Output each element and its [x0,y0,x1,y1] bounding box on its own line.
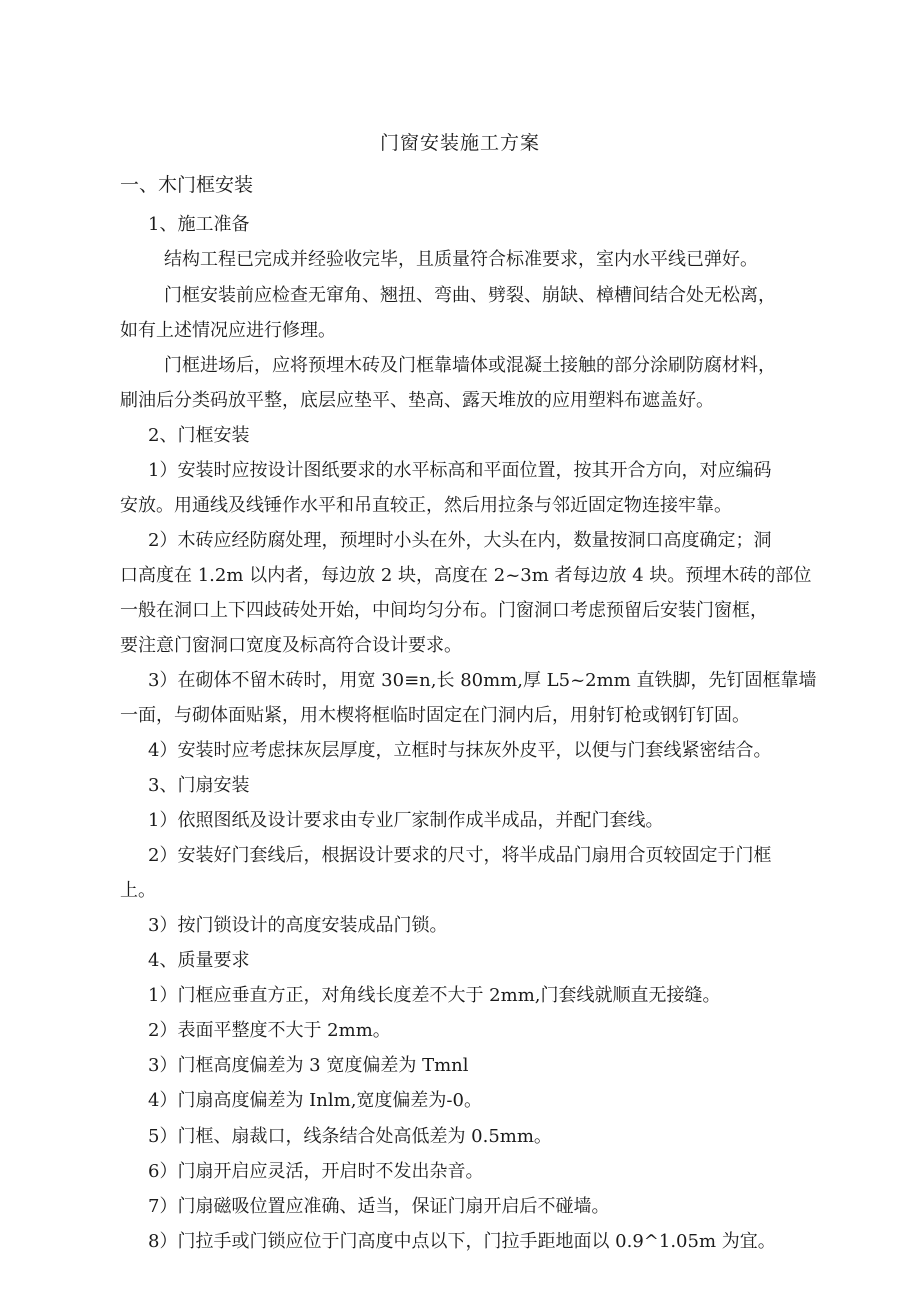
list-item-line: 安放。用通线及线锤作水平和吊直较正，然后用拉条与邻近固定物连接牢靠。 [120,495,732,516]
list-item-line: 7）门扇磁吸位置应准确、适当，保证门扇开启后不碰墙。 [148,1196,610,1217]
list-item-line: 3）门框高度偏差为 3 宽度偏差为 Tmnl [148,1055,469,1076]
list-item-line: 4）安装时应考虑抹灰层厚度，立框时与抹灰外皮平，以便与门套线紧密结合。 [148,740,772,761]
paragraph-line: 门框进场后，应将预埋木砖及门框靠墙体或混凝土接触的部分涂刷防腐材料， [164,355,776,376]
list-item-line: 2）表面平整度不大于 2mm。 [148,1020,391,1041]
subheading-leaf-install: 3、门扇安装 [148,775,250,796]
list-item-line: 5）门框、扇裁口，线条结合处高低差为 0.5mm。 [148,1126,552,1147]
subheading-frame-install: 2、门框安装 [148,425,250,446]
list-item-line: 1）依照图纸及设计要求由专业厂家制作成半成品，并配门套线。 [148,810,664,831]
list-item-line: 2）木砖应经防腐处理，预埋时小头在外，大头在内，数量按洞口高度确定；洞 [148,530,772,551]
list-item-line: 1）安装时应按设计图纸要求的水平标高和平面位置，按其开合方向，对应编码 [148,460,772,481]
list-item-line: 3）在砌体不留木砖时，用宽 30≡n,长 80mm,厚 L5~2mm 直铁脚，先钉固框靠墙 [148,670,817,691]
list-item-line: 一般在洞口上下四歧砖处开始，中间均匀分布。门窗洞口考虑预留后安装门窗框， [120,600,768,621]
list-item-line: 上。 [120,880,156,901]
subheading-quality: 4、质量要求 [148,950,250,971]
list-item-line: 1）门框应垂直方正，对角线长度差不大于 2mm,门套线就顺直无接缝。 [148,985,721,1006]
subheading-preparation: 1、施工准备 [148,214,250,235]
list-item-line: 3）按门锁设计的高度安装成品门锁。 [148,915,448,936]
list-item-line: 2）安装好门套线后，根据设计要求的尺寸，将半成品门扇用合页较固定于门框 [148,845,772,866]
list-item-line: 一面，与砌体面贴紧，用木楔将框临时固定在门洞内后，用射钉枪或钢钉钉固。 [120,705,750,726]
list-item-line: 4）门扇高度偏差为 Inlm,宽度偏差为-0。 [148,1090,482,1111]
section-heading-wood-frame: 一、木门框安装 [120,174,254,196]
paragraph-line: 刷油后分类码放平整，底层应垫平、垫高、露天堆放的应用塑料布遮盖好。 [120,390,714,411]
paragraph-line: 门框安装前应检查无窜角、翘扭、弯曲、劈裂、崩缺、樟槽间结合处无松离， [164,285,776,306]
document-title: 门窗安装施工方案 [379,132,540,154]
list-item-line: 8）门拉手或门锁应位于门高度中点以下，门拉手距地面以 0.9^1.05m 为宜。 [148,1231,776,1252]
list-item-line: 要注意门窗洞口宽度及标高符合设计要求。 [120,635,462,656]
paragraph-line: 结构工程已完成并经验收完毕，且质量符合标准要求，室内水平线已弹好。 [164,249,758,270]
list-item-line: 6）门扇开启应灵活，开启时不发出杂音。 [148,1161,484,1182]
list-item-line: 口高度在 1.2m 以内者，每边放 2 块，高度在 2~3m 者每边放 4 块。预埋木砖的部位 [120,565,812,586]
paragraph-line: 如有上述情况应进行修理。 [120,320,336,341]
